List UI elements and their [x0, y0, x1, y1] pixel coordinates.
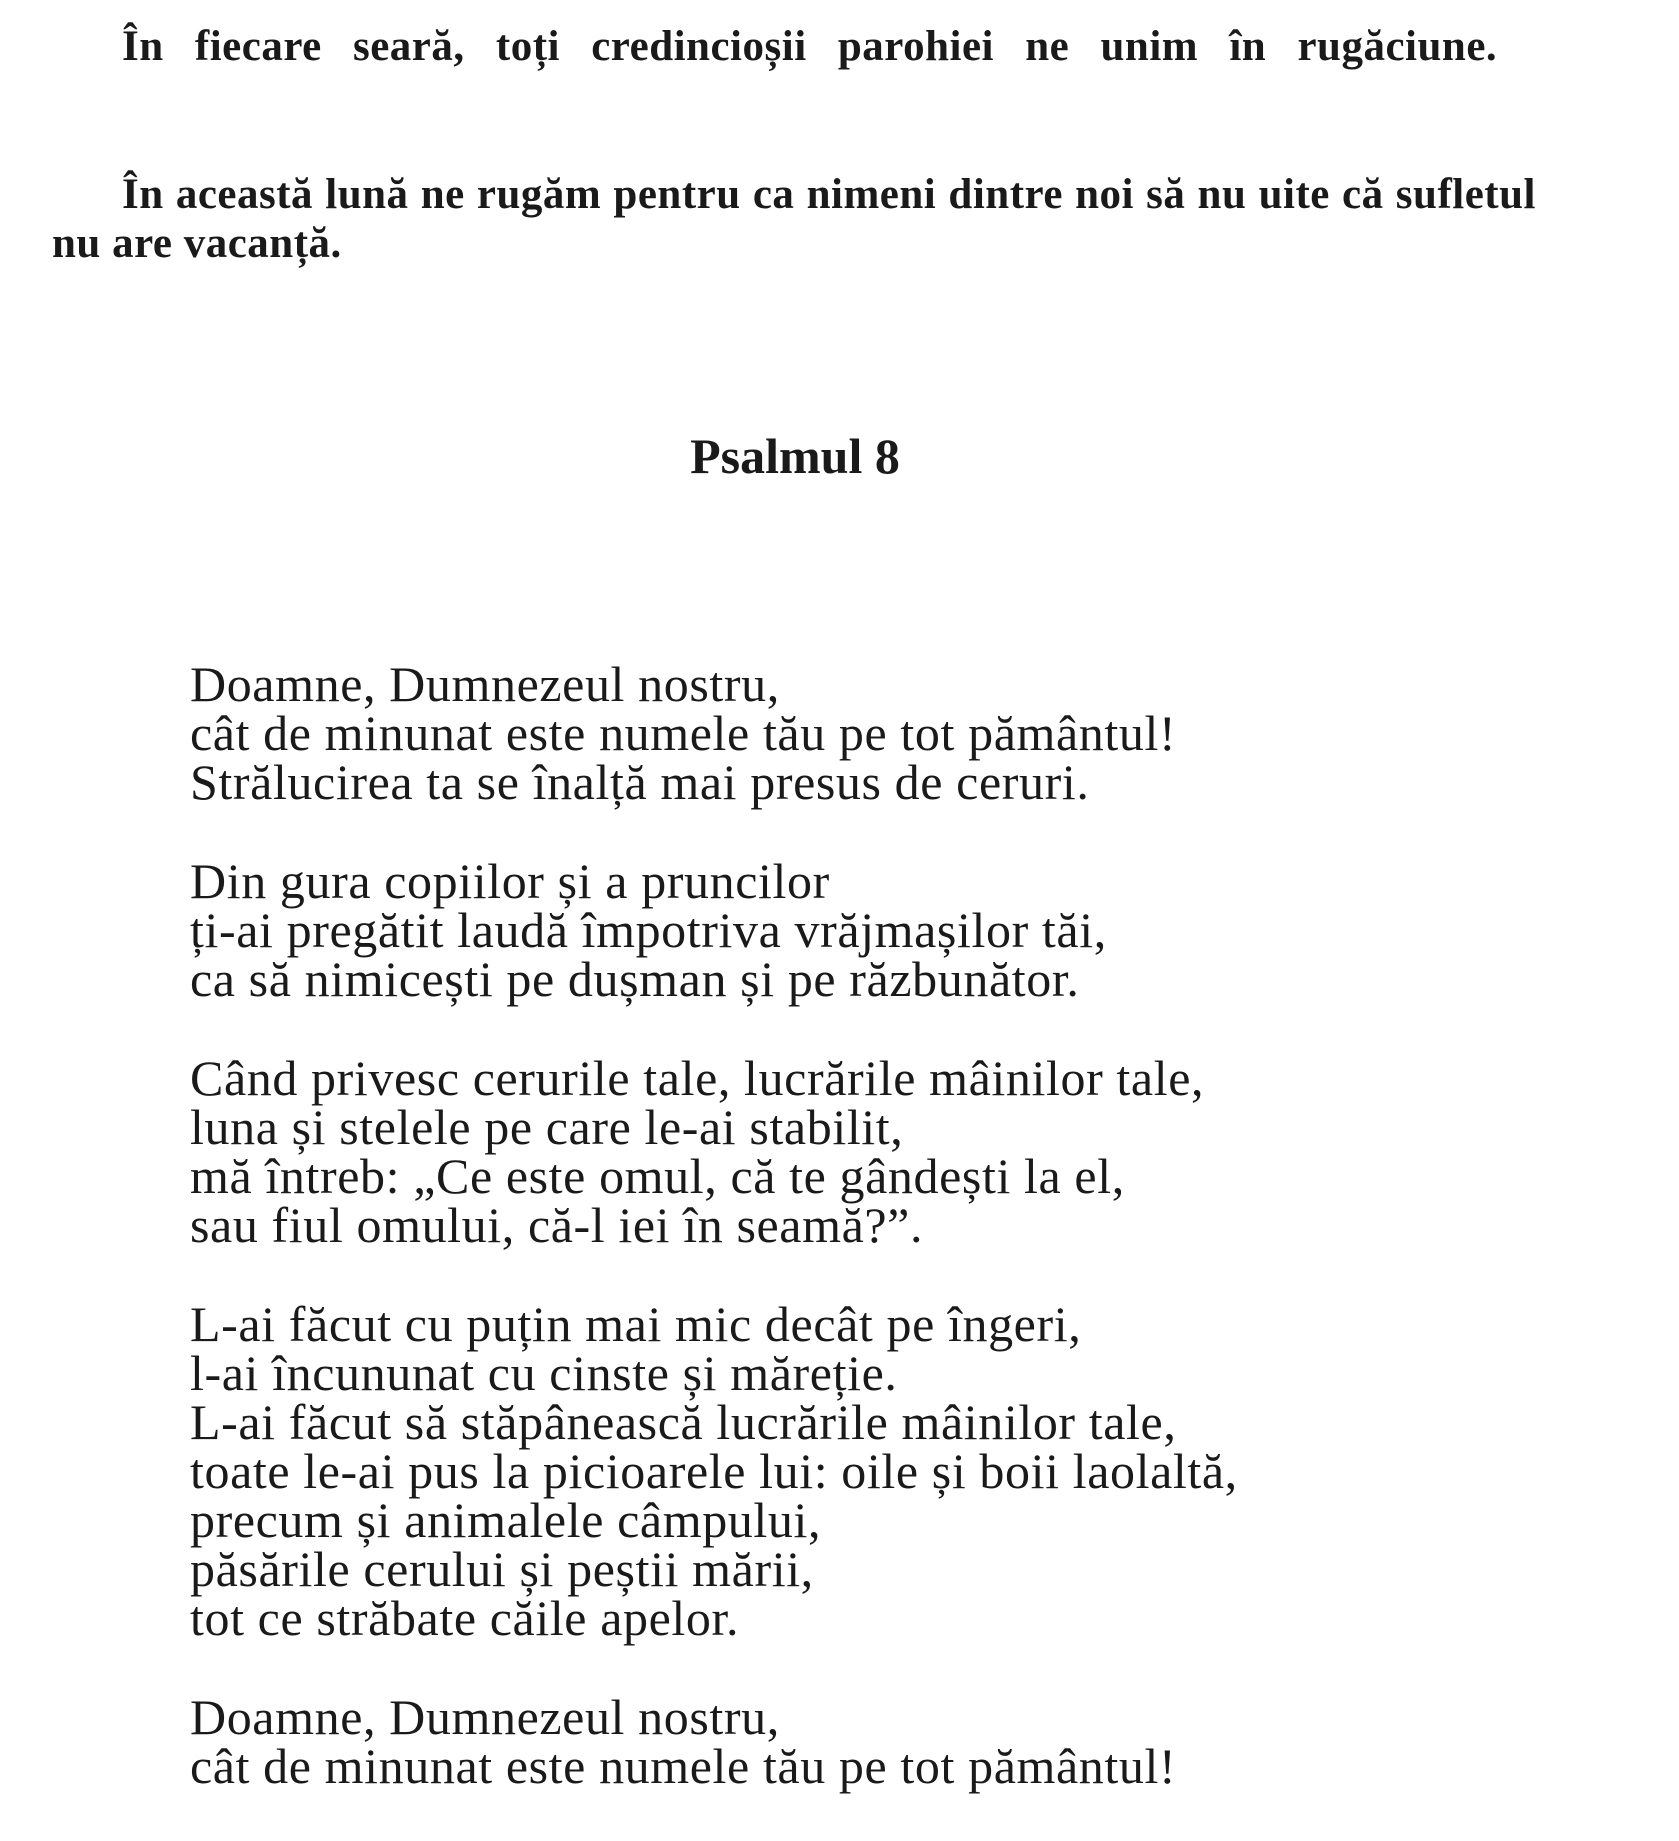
stanza [190, 1296, 1630, 1646]
verse-line: tot ce străbate căile apelor. [190, 1590, 740, 1646]
verse-line: ți-ai pregătit laudă împotriva vrăjmașilor tăi, [190, 902, 1107, 958]
intro-paragraph: În fiecare seară, toți credincioșii parohiei ne unim în rugăciune. [122, 23, 1498, 70]
verse-line: mă întreb: „Ce este omul, că te gândești la el, [190, 1148, 1125, 1204]
stanza [190, 1689, 1630, 1794]
verse-line: l-ai încununat cu cinste și măreție. [190, 1345, 898, 1401]
psalm-text [190, 656, 1630, 1841]
verse-line: cât de minunat este numele tău pe tot pământul! [190, 705, 1177, 761]
verse-line: Strălucirea ta se înalță mai presus de ceruri. [190, 754, 1090, 810]
verse-line: cât de minunat este numele tău pe tot pământul! [190, 1738, 1177, 1794]
verse-line: Din gura copiilor și a pruncilor [190, 853, 830, 909]
verse-line: L-ai făcut cu puțin mai mic decât pe îngeri, [190, 1296, 1082, 1352]
verse-line: precum și animalele câmpului, [190, 1492, 822, 1548]
verse-line: L-ai făcut să stăpânească lucrările mâinilor tale, [190, 1394, 1177, 1450]
stanza [190, 853, 1630, 1007]
stanza [190, 1050, 1630, 1253]
psalm-title: Psalmul 8 [690, 428, 900, 484]
verse-line: toate le-ai pus la picioarele lui: oile și boii laolaltă, [190, 1443, 1238, 1499]
verse-line: sau fiul omului, că-l iei în seamă?”. [190, 1197, 924, 1253]
verse-line: Doamne, Dumnezeul nostru, [190, 1689, 780, 1745]
verse-line: Doamne, Dumnezeul nostru, [190, 656, 780, 712]
stanza [190, 656, 1630, 810]
verse-line: păsările cerului și peștii mării, [190, 1541, 814, 1597]
verse-line: ca să nimicești pe dușman și pe răzbunător. [190, 951, 1080, 1007]
intro-paragraph: În această lună ne rugăm pentru ca nimeni dintre noi să nu uite că sufletul nu are vacanță. [52, 171, 1536, 267]
verse-line: luna și stelele pe care le-ai stabilit, [190, 1099, 904, 1155]
verse-line: Când privesc cerurile tale, lucrările mâinilor tale, [190, 1050, 1205, 1106]
